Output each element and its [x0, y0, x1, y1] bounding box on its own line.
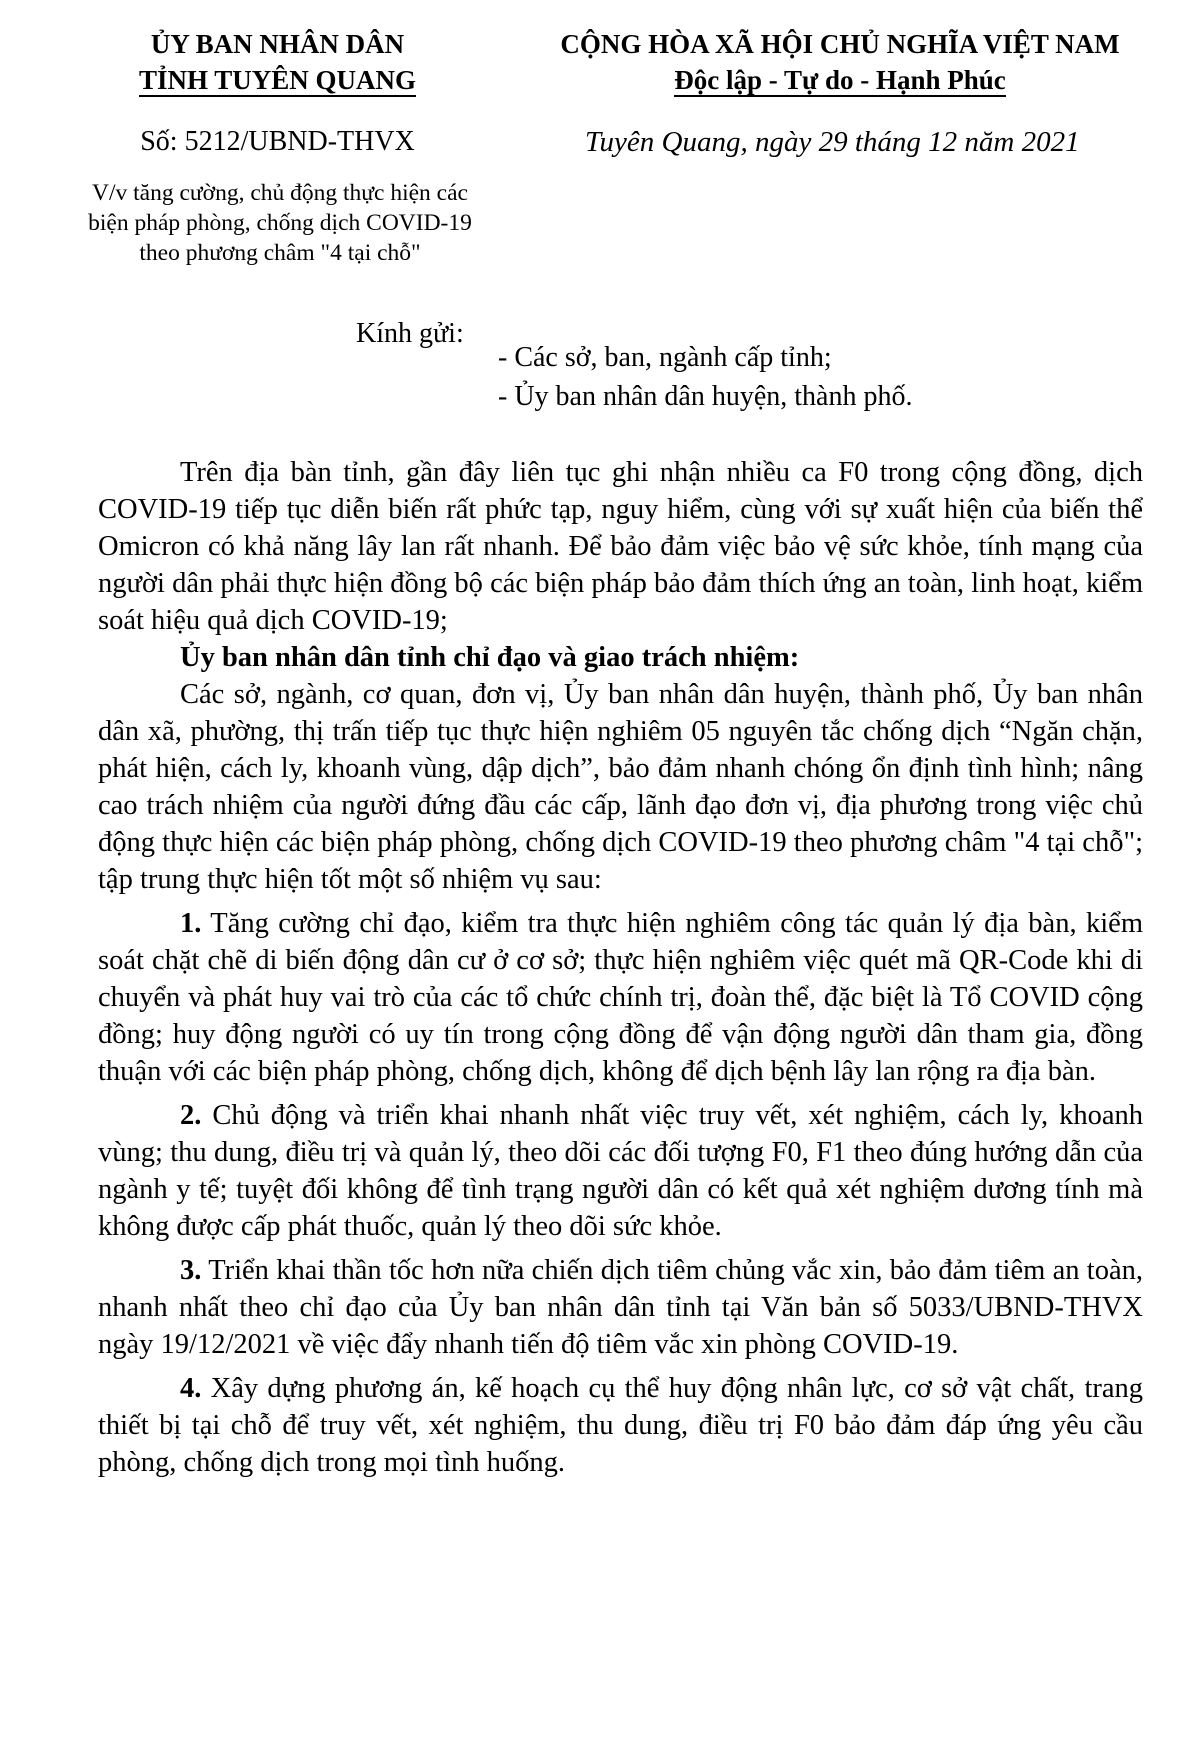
- national-motto: Độc lập - Tự do - Hạnh Phúc: [674, 65, 1006, 95]
- subject-summary: [55, 178, 505, 268]
- recipients-list: [498, 338, 912, 416]
- recipients-label: Kính gửi:: [356, 318, 464, 349]
- recipient-item: - Ủy ban nhân dân huyện, thành phố.: [498, 381, 913, 412]
- task-number: 2.: [180, 1100, 202, 1131]
- task-item: [98, 905, 1143, 1090]
- directive-heading: Ủy ban nhân dân tỉnh chỉ đạo và giao trách nhiệm:: [180, 642, 800, 673]
- national-header: [520, 26, 1160, 98]
- issuer-line-1: ỦY BAN NHÂN DÂN: [150, 29, 405, 59]
- issuer-header: [95, 26, 460, 98]
- recipient-item: - Các sở, ban, ngành cấp tỉnh;: [498, 342, 832, 373]
- directive-paragraph: Các sở, ngành, cơ quan, đơn vị, Ủy ban nhân dân huyện, thành phố, Ủy ban nhân dân xã, phường, thị trấn tiếp tục thực hiện nghiêm 05 nguyên tắc chống dịch “Ngăn chặn, phát hiện, cách ly, khoanh vùng, dập dịch”, bảo đảm nhanh chóng ổn định tình hình; nâng cao trách nhiệm của người đứng đầu các cấp, lãnh đạo đơn vị, địa phương trong việc chủ động thực hiện các biện pháp phòng, chống dịch COVID-19 theo phương châm "4 tại chỗ"; tập trung thực hiện tốt một số nhiệm vụ sau:: [98, 679, 1143, 895]
- task-number: 4.: [180, 1373, 202, 1404]
- task-text: Chủ động và triển khai nhanh nhất việc truy vết, xét nghiệm, cách ly, khoanh vùng; thu dung, điều trị và quản lý, theo dõi các đối tượng F0, F1 theo đúng hướng dẫn của ngành y tế; tuyệt đối không để tình trạng người dân có kết quả xét nghiệm dương tính mà không được cấp phát thuốc, quản lý theo dõi sức khỏe.: [98, 1100, 1144, 1242]
- task-item: [98, 1252, 1143, 1363]
- task-item: [98, 1097, 1143, 1245]
- task-text: Tăng cường chỉ đạo, kiểm tra thực hiện nghiêm công tác quản lý địa bàn, kiểm soát chặt chẽ di biến động dân cư ở cơ sở; thực hiện nghiêm việc quét mã QR-Code khi di chuyển và phát huy vai trò của các tổ chức chính trị, đoàn thể, đặc biệt là Tổ COVID cộng đồng; huy động người có uy tín trong cộng đồng để vận động người dân tham gia, đồng thuận với các biện pháp phòng, chống dịch, không để dịch bệnh lây lan rộng ra địa bàn.: [98, 908, 1143, 1087]
- intro-paragraph: Trên địa bàn tỉnh, gần đây liên tục ghi nhận nhiều ca F0 trong cộng đồng, dịch COVID-19 tiếp tục diễn biến rất phức tạp, nguy hiểm, cùng với sự xuất hiện của biến thể Omicron có khả năng lây lan rất nhanh. Để bảo đảm việc bảo vệ sức khỏe, tính mạng của người dân phải thực hiện đồng bộ các biện pháp bảo đảm thích ứng an toàn, linh hoạt, kiểm soát hiệu quả dịch COVID-19;: [98, 457, 1143, 636]
- task-text: Xây dựng phương án, kế hoạch cụ thể huy động nhân lực, cơ sở vật chất, trang thiết bị tại chỗ để truy vết, xét nghiệm, thu dung, điều trị F0 bảo đảm đáp ứng yêu cầu phòng, chống dịch trong mọi tình huống.: [98, 1373, 1144, 1478]
- task-number: 1.: [180, 908, 202, 939]
- issuer-line-2: TỈNH TUYÊN QUANG: [138, 65, 417, 95]
- national-title: CỘNG HÒA XÃ HỘI CHỦ NGHĨA VIỆT NAM: [560, 29, 1120, 59]
- subject-line-2: biện pháp phòng, chống dịch COVID-19: [88, 210, 472, 236]
- task-item: [98, 1370, 1143, 1481]
- task-number: 3.: [180, 1255, 202, 1286]
- document-body: [98, 454, 1143, 1481]
- task-text: Triển khai thần tốc hơn nữa chiến dịch tiêm chủng vắc xin, bảo đảm tiêm an toàn, nhanh nhất theo chỉ đạo của Ủy ban nhân dân tỉnh tại Văn bản số 5033/UBND-THVX ngày 19/12/2021 về việc đẩy nhanh tiến độ tiêm vắc xin phòng COVID-19.: [98, 1255, 1143, 1360]
- document-date: Tuyên Quang, ngày 29 tháng 12 năm 2021: [585, 126, 1080, 158]
- subject-line-3: theo phương châm "4 tại chỗ": [139, 240, 421, 266]
- subject-line-1: V/v tăng cường, chủ động thực hiện các: [92, 180, 468, 206]
- document-number: Số: 5212/UBND-THVX: [140, 126, 415, 157]
